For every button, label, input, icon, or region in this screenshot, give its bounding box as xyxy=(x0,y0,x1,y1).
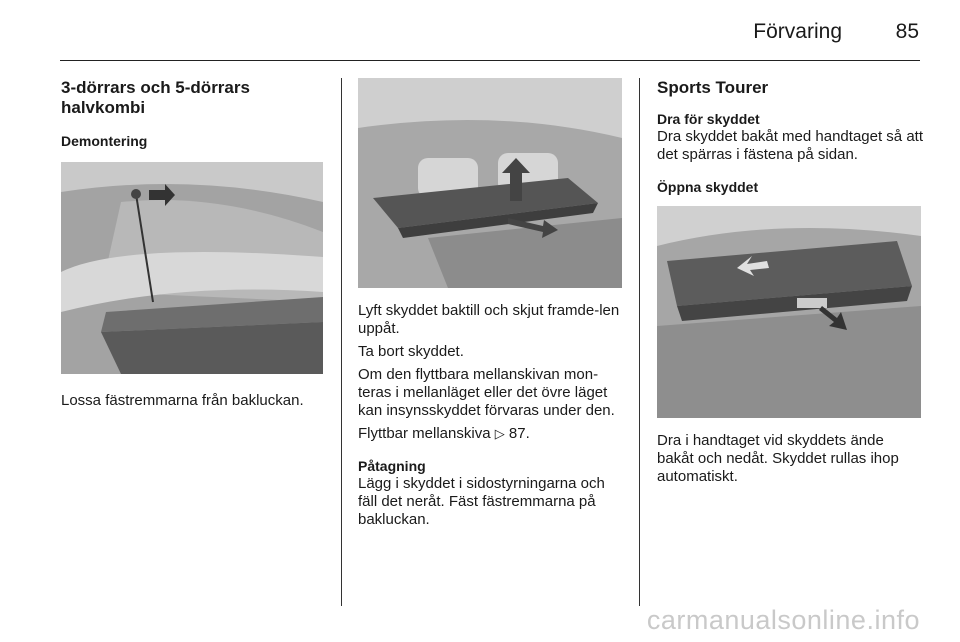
figure-open-cover xyxy=(657,206,921,418)
section-heading-hatchback: 3-dörrars och 5-dörrars halvkombi xyxy=(61,78,250,117)
figure-lift-cover xyxy=(358,78,622,288)
column-divider-1 xyxy=(341,78,342,606)
paragraph-install: Lägg i skyddet i sidostyrningarna och fäll det neråt. Fäst fästremmarna på bakluckan. xyxy=(358,475,605,528)
paragraph-shelf: Om den flyttbara mellanskivan mon-teras i mellanläget eller det övre läget kan insynsskyddet förvaras under den. xyxy=(358,366,615,419)
watermark: carmanualsonline.info xyxy=(646,605,920,635)
paragraph-close-cover: Dra skyddet bakåt med handtaget så att det spärras i fästena på sidan. xyxy=(657,128,923,163)
paragraph-remove: Ta bort skyddet. xyxy=(358,343,464,360)
column-3 xyxy=(657,78,923,486)
ref-page[interactable]: 87. xyxy=(508,425,530,442)
page-header-title: Förvaring xyxy=(753,20,842,43)
paragraph-lift: Lyft skyddet baktill och skjut framde-len uppåt. xyxy=(358,302,620,337)
paragraph-open-cover: Dra i handtaget vid skyddets ände bakåt och nedåt. Skyddet rullas ihop automatiskt. xyxy=(657,432,899,485)
section-heading-sports-tourer: Sports Tourer xyxy=(657,78,769,97)
subheading-install: Påtagning xyxy=(358,458,426,474)
page-number: 85 xyxy=(895,20,919,43)
figure-tailgate-straps xyxy=(61,162,323,374)
paragraph-shelf-ref xyxy=(358,425,624,443)
column-2 xyxy=(358,78,624,529)
figure-caption: Lossa fästremmarna från bakluckan. xyxy=(61,392,304,409)
header-rule xyxy=(60,60,920,61)
column-divider-2 xyxy=(639,78,640,606)
ref-text: Flyttbar mellanskiva xyxy=(358,425,491,442)
arrow-ref-icon: ▷ xyxy=(494,426,505,441)
subheading-removal: Demontering xyxy=(61,133,148,149)
column-1 xyxy=(61,78,325,410)
subheading-close-cover: Dra för skyddet xyxy=(657,111,760,127)
subheading-open-cover: Öppna skyddet xyxy=(657,179,759,195)
